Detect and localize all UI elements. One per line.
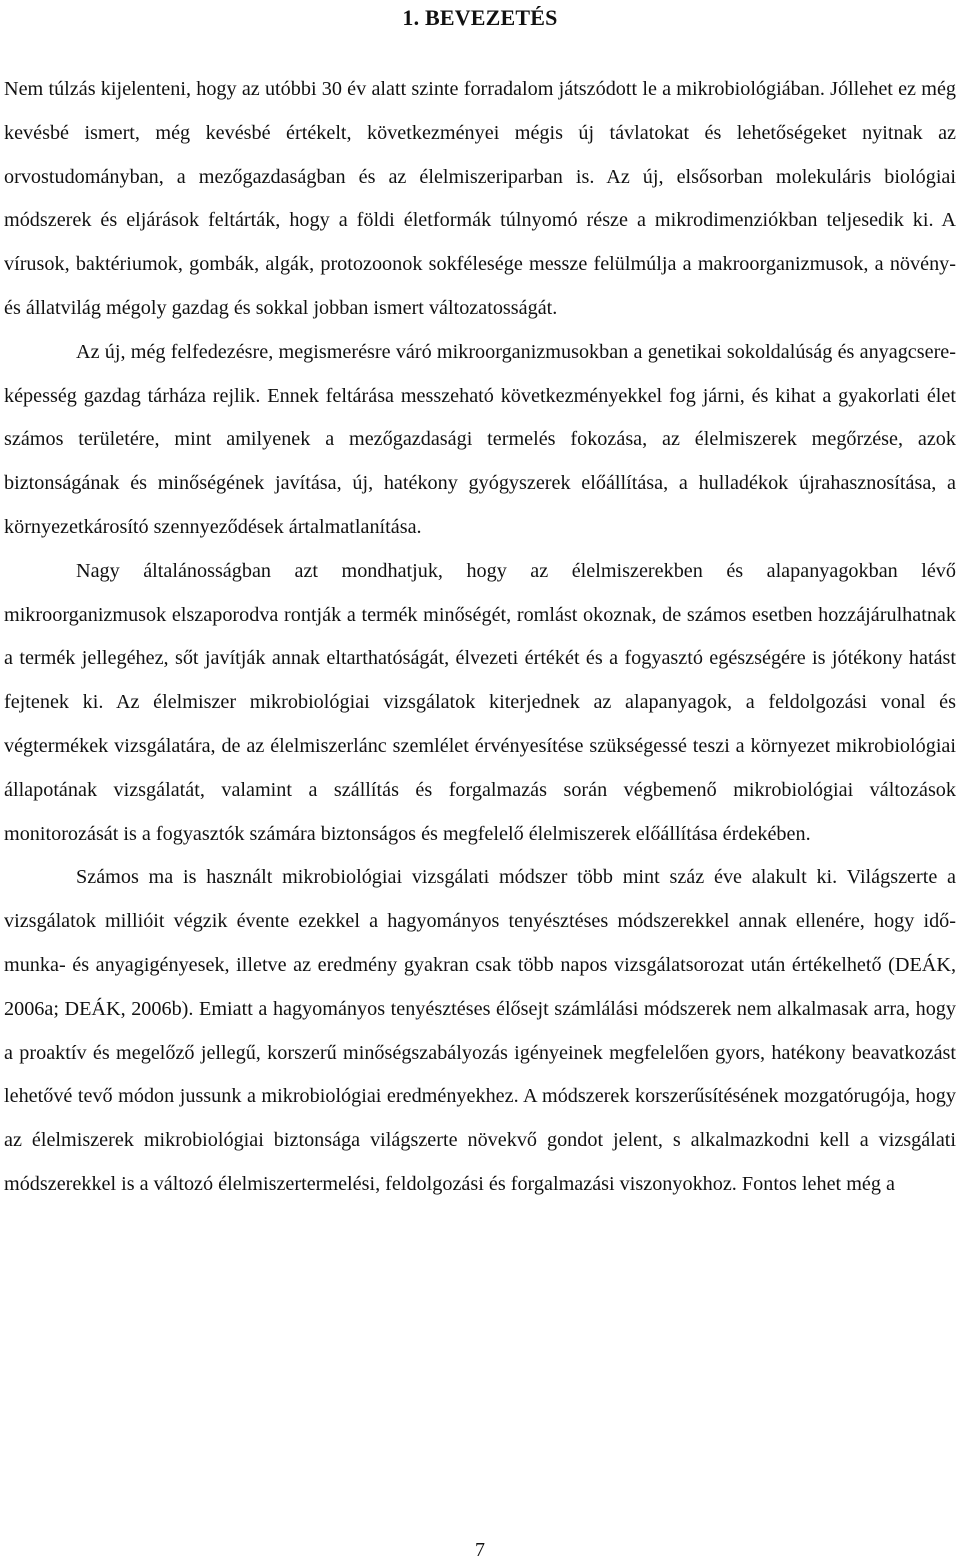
body-text [4, 68, 956, 1207]
section-heading: 1. BEVEZETÉS [402, 5, 558, 30]
paragraph-2: Az új, még felfedezésre, megismerésre váró mikroorganizmusokban a genetikai sokoldalúság és anyagcsere-képesség gazdag tárháza rejlik. Ennek feltárása messzeható következményekkel fog járni, és kihat a gyakorlati élet számos területére, mint amilyenek a mezőgazdasági termelés fokozása, az élelmiszerek megőrzése, azok biztonságának és minőségének javítása, új, hatékony gyógyszerek előállítása, a hulladékok újrahasznosítása, a környezetkárosító szennyeződések ártalmatlanítása. [4, 340, 956, 538]
paragraph-1: Nem túlzás kijelenteni, hogy az utóbbi 30 év alatt szinte forradalom játszódott le a mikrobiológiában. Jóllehet ez még kevésbé ismert, még kevésbé értékelt, következményei mégis új távlatokat és lehetőségeket nyitnak az orvostudományban, a mezőgazdaságban és az élelmiszeriparban is. Az új, elsősorban molekuláris biológiai módszerek és eljárások feltárták, hogy a földi életformák túlnyomó része a mikrodimenziókban teljesedik ki. A vírusok, baktériumok, gombák, algák, protozoonok sokfélesége messze felülmúlja a makroorganizmusok, a növény- és állatvilág mégoly gazdag és sokkal jobban ismert változatosságát. [4, 78, 956, 319]
page-number: 7 [475, 1539, 485, 1561]
paragraph-4: Számos ma is használt mikrobiológiai vizsgálati módszer több mint száz éve alakult ki. Világszerte a vizsgálatok millióit végzik évente ezekkel a hagyományos tenyésztéses módszerekkel annak ellenére, hogy idő- munka- és anyagigényesek, illetve az eredmény gyakran csak több napos vizsgálatsorozat után értékelhető (DEÁK, 2006a; DEÁK, 2006b). Emiatt a hagyományos tenyésztéses élősejt számlálási módszerek nem alkalmasak arra, hogy a proaktív és megelőző jellegű, korszerű minőségszabályozás igényeinek megfelelően gyors, hatékony beavatkozást lehetővé tevő módon jussunk a mikrobiológiai eredményekhez. A módszerek korszerűsítésének mozgatórugója, hogy az élelmiszerek mikrobiológiai biztonsága világszerte növekvő gondot jelent, s alkalmazkodni kell a vizsgálati módszerekkel is a változó élelmiszertermelési, feldolgozási és forgalmazási viszonyokhoz. Fontos lehet még a [4, 866, 956, 1195]
paragraph-3: Nagy általánosságban azt mondhatjuk, hogy az élelmiszerekben és alapanyagokban lévő mikroorganizmusok elszaporodva rontják a termék minőségét, romlást okoznak, de számos esetben hozzájárulhatnak a termék jellegéhez, sőt javítják annak eltarthatóságát, élvezeti értékét és a fogyasztó egészségére is jótékony hatást fejtenek ki. Az élelmiszer mikrobiológiai vizsgálatok kiterjednek az alapanyagok, a feldolgozási vonal és végtermékek vizsgálatára, de az élelmiszerlánc szemlélet érvényesítése szükségessé teszi a környezet mikrobiológiai állapotának vizsgálatát, valamint a szállítás és forgalmazás során végbemenő mikrobiológiai változások monitorozását is a fogyasztók számára biztonságos és megfelelő élelmiszerek előállítása érdekében. [4, 559, 956, 845]
